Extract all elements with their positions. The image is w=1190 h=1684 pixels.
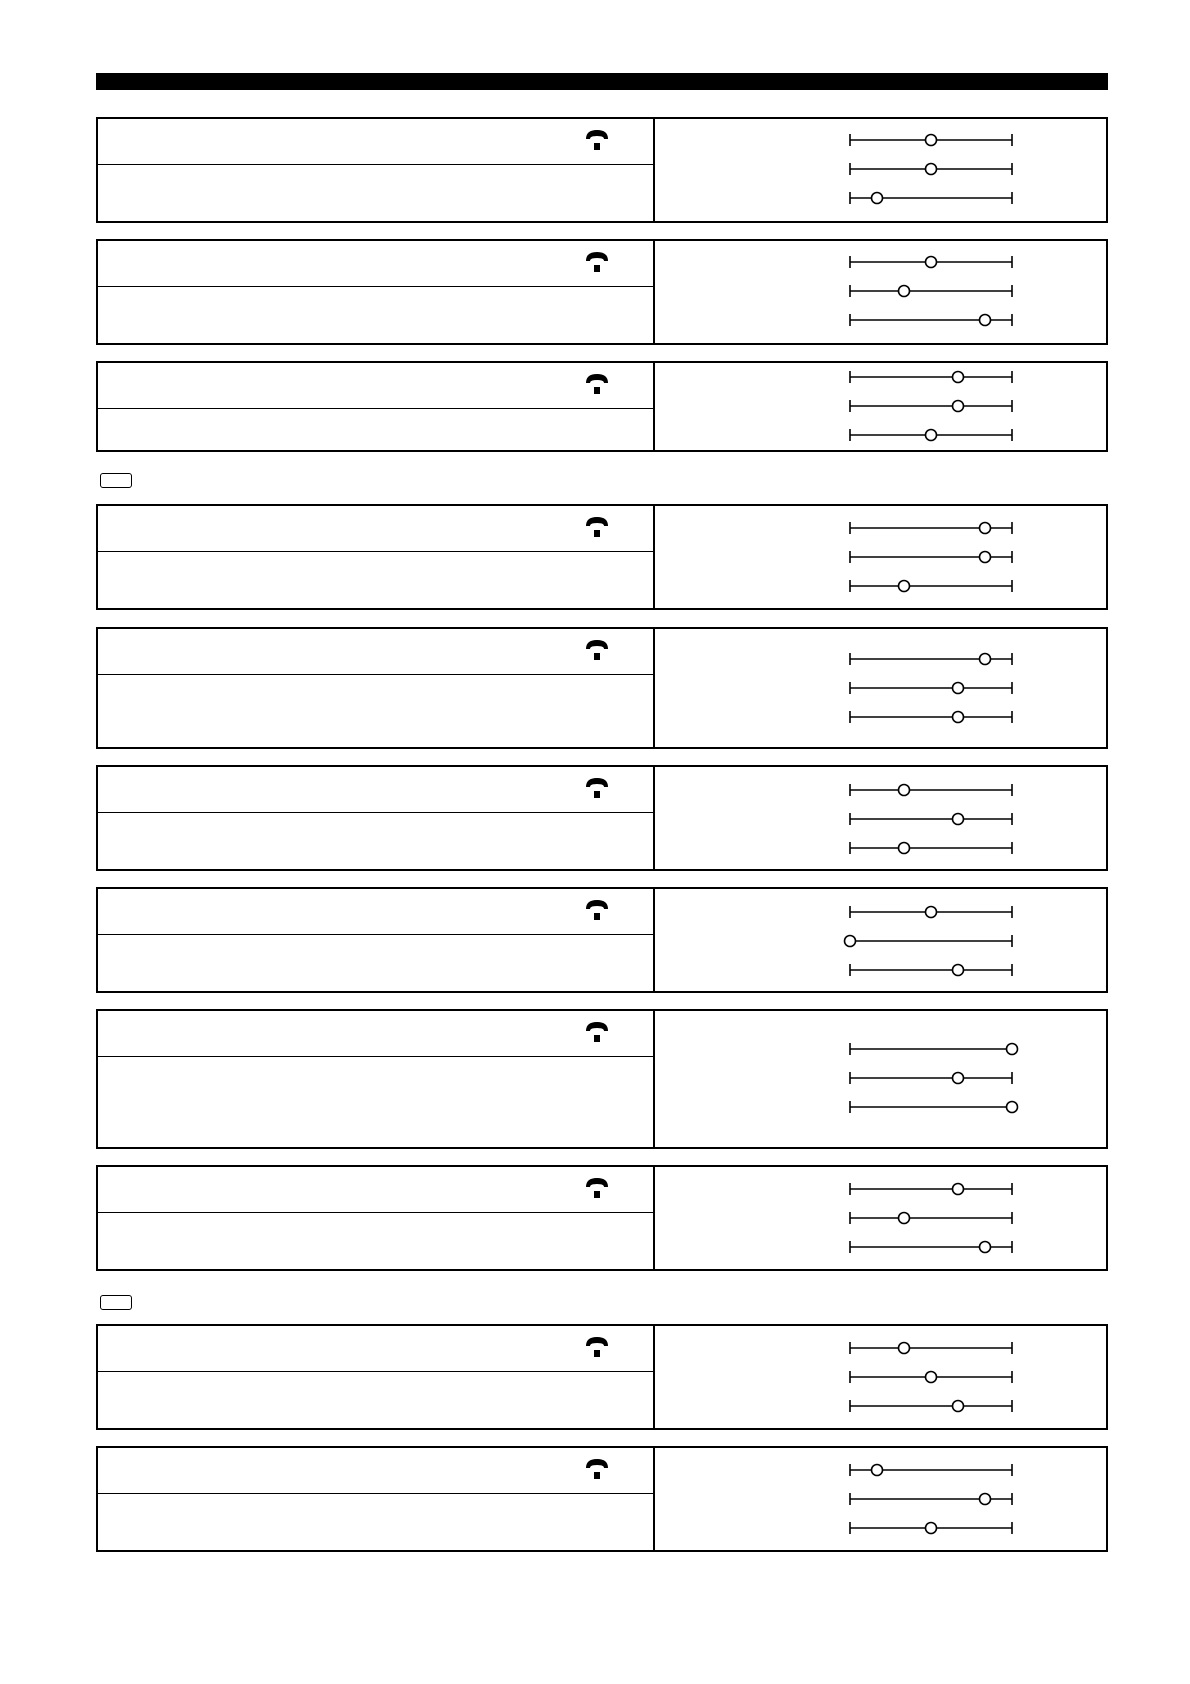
clip-icon [583, 1455, 611, 1483]
entry-card [96, 1165, 1108, 1271]
rating-panel [655, 1011, 1106, 1147]
entry-name-row [98, 1167, 653, 1213]
rating-panel [655, 767, 1106, 869]
rating-scale [850, 1101, 1018, 1113]
entry-info [98, 241, 655, 343]
rating-scale [850, 682, 1012, 694]
rating-scale [850, 711, 1012, 723]
rating-scale [850, 1371, 1012, 1383]
rating-scale [850, 1212, 1012, 1224]
rating-marker [1007, 1044, 1018, 1055]
rating-marker [872, 1465, 883, 1476]
clip-icon [583, 1174, 611, 1202]
rating-scales [655, 506, 1106, 608]
entry-card [96, 239, 1108, 345]
rating-scales [655, 1326, 1106, 1428]
rating-scales [655, 1011, 1106, 1147]
rating-scale [850, 1342, 1012, 1354]
clip-icon [583, 774, 611, 802]
rating-scale [850, 1493, 1012, 1505]
entry-description [98, 409, 653, 450]
rating-marker [953, 1184, 964, 1195]
entry-info [98, 119, 655, 221]
rating-panel [655, 241, 1106, 343]
rating-scale [850, 134, 1012, 146]
rating-marker [926, 1372, 937, 1383]
clip-icon [583, 370, 611, 398]
entry-description [98, 813, 653, 869]
rating-scale [850, 813, 1012, 825]
entry-description [98, 165, 653, 221]
entry-description [98, 1213, 653, 1269]
entry-info [98, 363, 655, 450]
rating-marker [926, 135, 937, 146]
clip-icon [583, 248, 611, 276]
rating-scales [655, 363, 1106, 450]
entry-description [98, 1372, 653, 1428]
entry-description [98, 552, 653, 608]
entry-info [98, 629, 655, 747]
entry-info [98, 506, 655, 608]
rating-marker [872, 193, 883, 204]
clip-icon [583, 1018, 611, 1046]
entry-card [96, 1009, 1108, 1149]
entry-card [96, 1324, 1108, 1430]
entry-name-row [98, 629, 653, 675]
rating-panel [655, 506, 1106, 608]
rating-marker [980, 1242, 991, 1253]
entry-info [98, 1448, 655, 1550]
rating-scale [850, 580, 1012, 592]
entry-name-row [98, 119, 653, 165]
entry-card [96, 887, 1108, 993]
rating-scale [850, 1043, 1018, 1055]
rating-scale [850, 429, 1012, 441]
rating-marker [845, 936, 856, 947]
rating-scales [655, 889, 1106, 991]
entry-card [96, 361, 1108, 452]
entry-info [98, 1011, 655, 1147]
rating-panel [655, 1326, 1106, 1428]
rating-scale [850, 1183, 1012, 1195]
rating-scale [850, 1400, 1012, 1412]
entry-info [98, 889, 655, 991]
rating-scale [850, 314, 1012, 326]
entry-name-row [98, 1011, 653, 1057]
rating-marker [953, 683, 964, 694]
rating-marker [926, 164, 937, 175]
rating-scale [850, 1072, 1012, 1084]
rating-marker [953, 1073, 964, 1084]
entry-name-row [98, 889, 653, 935]
rating-panel [655, 119, 1106, 221]
rating-panel [655, 629, 1106, 747]
rating-scales [655, 241, 1106, 343]
entry-description [98, 935, 653, 991]
rating-marker [899, 581, 910, 592]
rating-scale [850, 653, 1012, 665]
rating-marker [953, 712, 964, 723]
entry-name-row [98, 767, 653, 813]
rating-marker [953, 1401, 964, 1412]
rating-marker [953, 372, 964, 383]
rating-scale [850, 192, 1012, 204]
rating-scale [850, 1464, 1012, 1476]
rating-scale [850, 285, 1012, 297]
rating-marker [899, 286, 910, 297]
rating-marker [953, 401, 964, 412]
rating-marker [899, 843, 910, 854]
entry-name-row [98, 1326, 653, 1372]
rating-panel [655, 889, 1106, 991]
rating-marker [926, 1523, 937, 1534]
entry-description [98, 1494, 653, 1550]
rating-scale [850, 1241, 1012, 1253]
rating-scale [850, 842, 1012, 854]
rating-marker [899, 785, 910, 796]
entry-description [98, 287, 653, 343]
section-tag-icon [100, 473, 132, 488]
entry-info [98, 1167, 655, 1269]
rating-marker [980, 1494, 991, 1505]
rating-scale [850, 522, 1012, 534]
entry-card [96, 627, 1108, 749]
clip-icon [583, 126, 611, 154]
rating-marker [980, 552, 991, 563]
rating-scale [850, 163, 1012, 175]
clip-icon [583, 896, 611, 924]
entry-card [96, 765, 1108, 871]
rating-scale [845, 935, 1013, 947]
rating-panel [655, 1448, 1106, 1550]
rating-marker [899, 1213, 910, 1224]
clip-icon [583, 1333, 611, 1361]
rating-marker [953, 965, 964, 976]
entry-card [96, 117, 1108, 223]
rating-marker [980, 654, 991, 665]
entry-name-row [98, 241, 653, 287]
entry-info [98, 767, 655, 869]
clip-icon [583, 513, 611, 541]
section-tag-icon [100, 1295, 132, 1310]
rating-marker [899, 1343, 910, 1354]
entry-name-row [98, 1448, 653, 1494]
rating-scales [655, 119, 1106, 221]
entry-description [98, 675, 653, 747]
rating-scale [850, 784, 1012, 796]
rating-scales [655, 629, 1106, 747]
entry-description [98, 1057, 653, 1147]
rating-scale [850, 964, 1012, 976]
rating-scale [850, 371, 1012, 383]
rating-scales [655, 767, 1106, 869]
rating-panel [655, 363, 1106, 450]
rating-marker [980, 523, 991, 534]
rating-marker [926, 257, 937, 268]
entry-info [98, 1326, 655, 1428]
entry-name-row [98, 506, 653, 552]
rating-scales [655, 1448, 1106, 1550]
entry-name-row [98, 363, 653, 409]
rating-marker [953, 814, 964, 825]
rating-scale [850, 1522, 1012, 1534]
rating-scale [850, 400, 1012, 412]
entry-card [96, 1446, 1108, 1552]
rating-panel [655, 1167, 1106, 1269]
clip-icon [583, 636, 611, 664]
rating-scales [655, 1167, 1106, 1269]
header-bar [96, 73, 1108, 90]
rating-scale [850, 551, 1012, 563]
rating-marker [926, 907, 937, 918]
rating-marker [926, 430, 937, 441]
rating-scale [850, 256, 1012, 268]
rating-marker [1007, 1102, 1018, 1113]
entry-card [96, 504, 1108, 610]
rating-marker [980, 315, 991, 326]
rating-scale [850, 906, 1012, 918]
